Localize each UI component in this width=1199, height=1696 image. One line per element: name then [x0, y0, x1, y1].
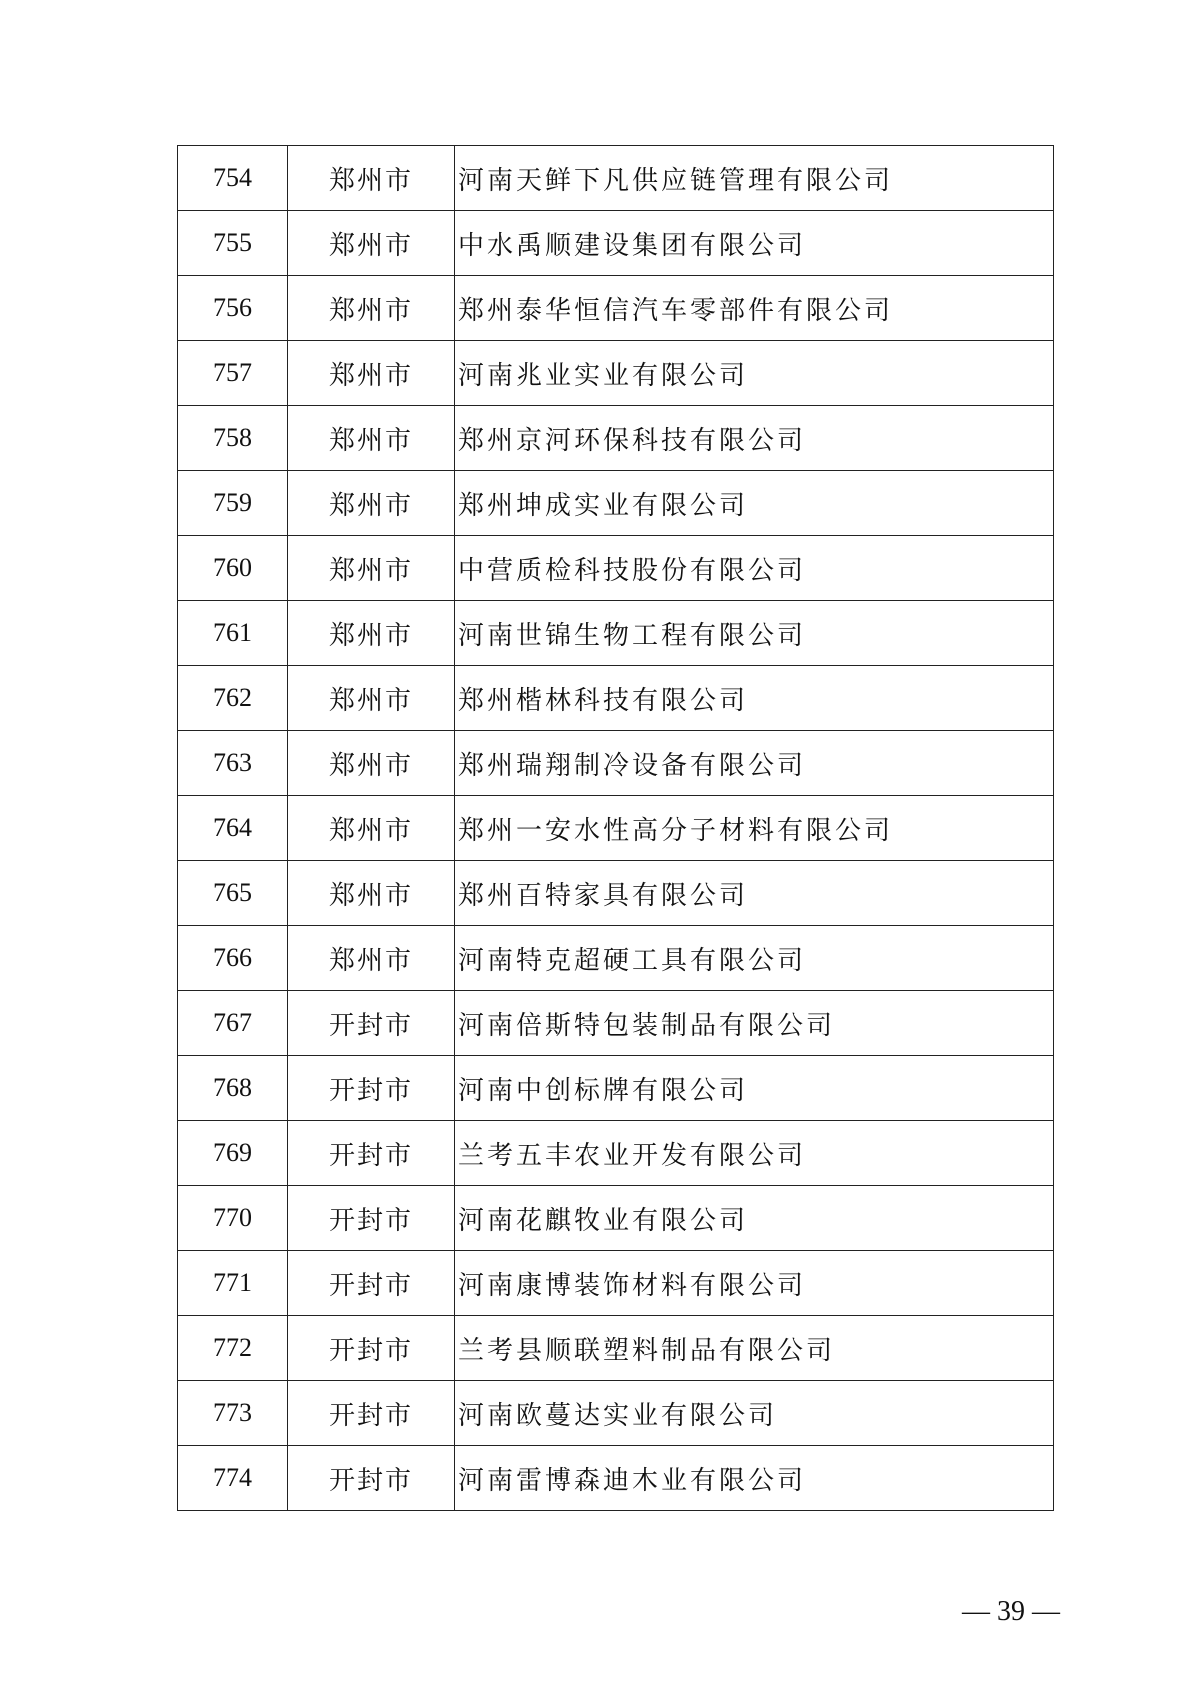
table-row — [178, 1056, 1054, 1121]
city-cell: 郑州市 — [288, 731, 455, 796]
city-cell: 开封市 — [288, 1316, 455, 1381]
row-number-cell: 756 — [178, 276, 288, 341]
row-number-cell: 774 — [178, 1446, 288, 1511]
company-name-cell: 郑州泰华恒信汽车零部件有限公司 — [455, 276, 1054, 341]
row-number-cell: 755 — [178, 211, 288, 276]
city-cell: 郑州市 — [288, 341, 455, 406]
row-number-cell: 773 — [178, 1381, 288, 1446]
table-row — [178, 276, 1054, 341]
company-name-cell: 河南天鲜下凡供应链管理有限公司 — [455, 146, 1054, 211]
city-cell: 郑州市 — [288, 536, 455, 601]
city-cell: 郑州市 — [288, 471, 455, 536]
company-name-cell: 河南康博装饰材料有限公司 — [455, 1251, 1054, 1316]
company-name-cell: 河南倍斯特包装制品有限公司 — [455, 991, 1054, 1056]
row-number-cell: 761 — [178, 601, 288, 666]
row-number-cell: 764 — [178, 796, 288, 861]
city-cell: 郑州市 — [288, 211, 455, 276]
city-cell: 郑州市 — [288, 926, 455, 991]
row-number-cell: 769 — [178, 1121, 288, 1186]
table-row — [178, 146, 1054, 211]
city-cell: 郑州市 — [288, 666, 455, 731]
row-number-cell: 763 — [178, 731, 288, 796]
company-name-cell: 兰考五丰农业开发有限公司 — [455, 1121, 1054, 1186]
table-row — [178, 1446, 1054, 1511]
row-number-cell: 757 — [178, 341, 288, 406]
table-row — [178, 796, 1054, 861]
company-name-cell: 河南花麒牧业有限公司 — [455, 1186, 1054, 1251]
company-name-cell: 河南雷博森迪木业有限公司 — [455, 1446, 1054, 1511]
city-cell: 郑州市 — [288, 146, 455, 211]
company-name-cell: 郑州楷林科技有限公司 — [455, 666, 1054, 731]
company-name-cell: 河南特克超硬工具有限公司 — [455, 926, 1054, 991]
company-name-cell: 郑州一安水性高分子材料有限公司 — [455, 796, 1054, 861]
table-row — [178, 536, 1054, 601]
company-name-cell: 河南中创标牌有限公司 — [455, 1056, 1054, 1121]
company-name-cell: 中营质检科技股份有限公司 — [455, 536, 1054, 601]
company-name-cell: 河南兆业实业有限公司 — [455, 341, 1054, 406]
row-number-cell: 772 — [178, 1316, 288, 1381]
city-cell: 开封市 — [288, 991, 455, 1056]
table-row — [178, 471, 1054, 536]
table-body — [178, 146, 1054, 1511]
table-row — [178, 1316, 1054, 1381]
table-row — [178, 601, 1054, 666]
company-name-cell: 河南世锦生物工程有限公司 — [455, 601, 1054, 666]
table-row — [178, 341, 1054, 406]
table-row — [178, 1121, 1054, 1186]
table-row — [178, 861, 1054, 926]
row-number-cell: 770 — [178, 1186, 288, 1251]
city-cell: 开封市 — [288, 1446, 455, 1511]
city-cell: 郑州市 — [288, 796, 455, 861]
company-list-table — [177, 145, 1054, 1511]
table-row — [178, 1381, 1054, 1446]
row-number-cell: 758 — [178, 406, 288, 471]
table-row — [178, 666, 1054, 731]
page-number: — 39 — — [962, 1596, 1060, 1627]
table-row — [178, 211, 1054, 276]
table-row — [178, 1186, 1054, 1251]
table-row — [178, 991, 1054, 1056]
table-row — [178, 1251, 1054, 1316]
row-number-cell: 754 — [178, 146, 288, 211]
table-row — [178, 926, 1054, 991]
row-number-cell: 771 — [178, 1251, 288, 1316]
city-cell: 郑州市 — [288, 406, 455, 471]
company-name-cell: 郑州瑞翔制冷设备有限公司 — [455, 731, 1054, 796]
row-number-cell: 765 — [178, 861, 288, 926]
company-name-cell: 郑州百特家具有限公司 — [455, 861, 1054, 926]
city-cell: 郑州市 — [288, 276, 455, 341]
company-name-cell: 中水禹顺建设集团有限公司 — [455, 211, 1054, 276]
row-number-cell: 766 — [178, 926, 288, 991]
row-number-cell: 762 — [178, 666, 288, 731]
row-number-cell: 768 — [178, 1056, 288, 1121]
city-cell: 开封市 — [288, 1251, 455, 1316]
city-cell: 开封市 — [288, 1056, 455, 1121]
company-name-cell: 郑州京河环保科技有限公司 — [455, 406, 1054, 471]
company-name-cell: 兰考县顺联塑料制品有限公司 — [455, 1316, 1054, 1381]
table-row — [178, 731, 1054, 796]
city-cell: 开封市 — [288, 1381, 455, 1446]
city-cell: 开封市 — [288, 1186, 455, 1251]
city-cell: 开封市 — [288, 1121, 455, 1186]
company-name-cell: 河南欧蔓达实业有限公司 — [455, 1381, 1054, 1446]
row-number-cell: 759 — [178, 471, 288, 536]
row-number-cell: 760 — [178, 536, 288, 601]
city-cell: 郑州市 — [288, 861, 455, 926]
company-name-cell: 郑州坤成实业有限公司 — [455, 471, 1054, 536]
city-cell: 郑州市 — [288, 601, 455, 666]
row-number-cell: 767 — [178, 991, 288, 1056]
table-row — [178, 406, 1054, 471]
